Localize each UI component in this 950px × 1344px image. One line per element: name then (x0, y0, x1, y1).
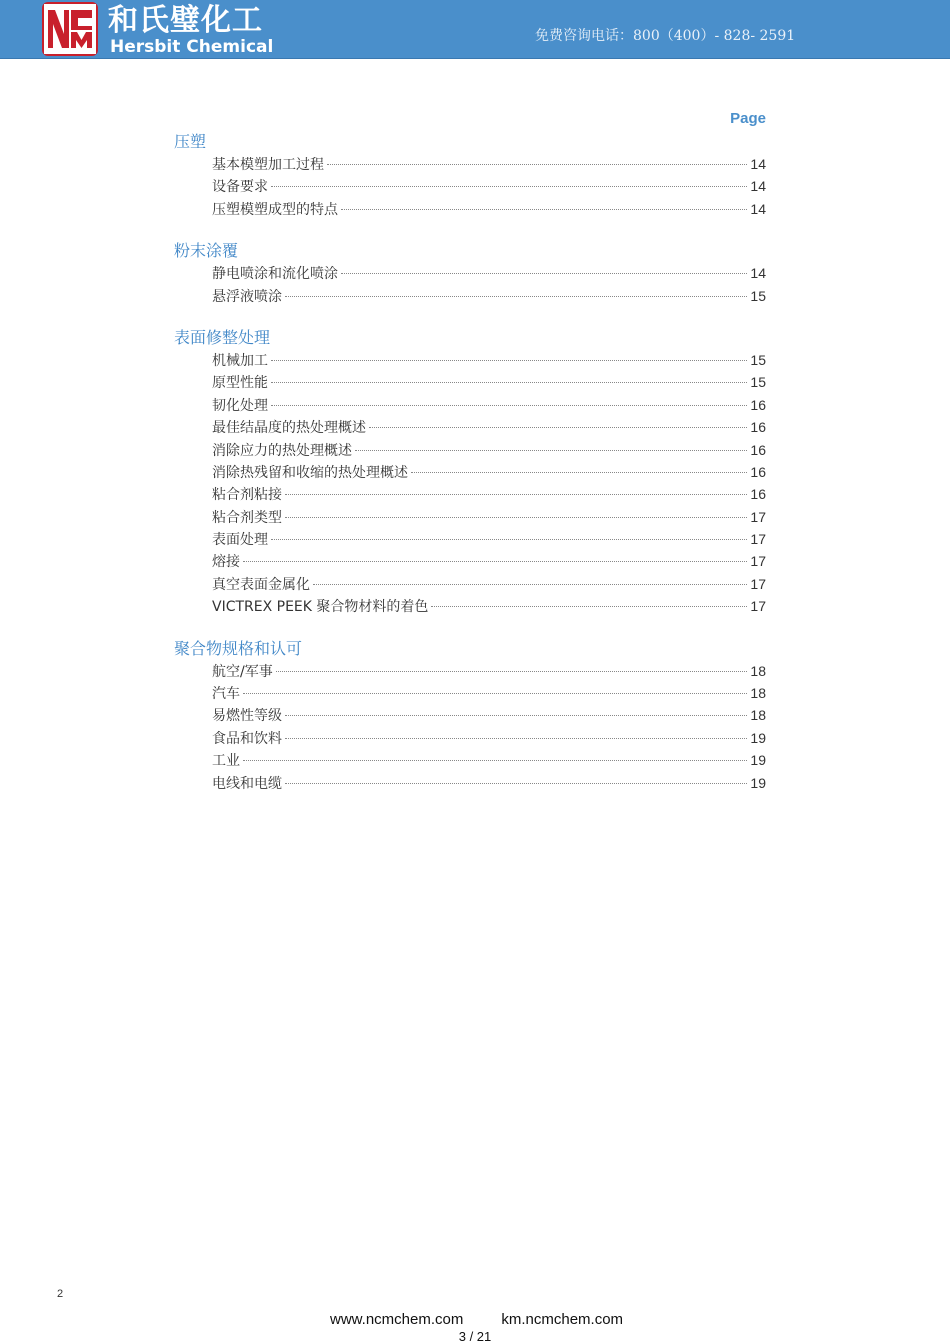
toc-entry[interactable] (212, 550, 766, 572)
page-column-label: Page (730, 110, 766, 127)
toc-entry[interactable] (212, 660, 766, 682)
toc-section-title[interactable]: 压塑 (174, 132, 207, 151)
toc-entry-page: 16 (750, 486, 766, 503)
dot-leader (271, 539, 747, 540)
toc-section (174, 240, 766, 307)
toc-entry[interactable] (212, 416, 766, 438)
toc-entry[interactable] (212, 704, 766, 726)
dot-leader (243, 760, 747, 761)
toc-entry-title: VICTREX PEEK 聚合物材料的着色 (212, 599, 429, 616)
toc-entry-title: 真空表面金属化 (212, 576, 310, 593)
dot-leader (411, 472, 747, 473)
toc-entry[interactable] (212, 483, 766, 505)
toc-entry[interactable] (212, 153, 766, 175)
toc-entry[interactable] (212, 595, 766, 617)
toc-entry-title: 易燃性等级 (212, 708, 282, 725)
toc-entry-page: 17 (750, 575, 766, 592)
toc-entry-page: 14 (750, 200, 766, 217)
toc-entry[interactable] (212, 461, 766, 483)
toc-entry-title: 消除热残留和收缩的热处理概述 (212, 464, 408, 481)
toc-entry-page: 18 (750, 707, 766, 724)
toc-entry-title: 最佳结晶度的热处理概述 (212, 420, 366, 437)
table-of-contents (174, 131, 766, 814)
footer-site-link-km[interactable]: km.ncmchem.com (501, 1311, 624, 1328)
toc-entry[interactable] (212, 175, 766, 197)
toc-entry-title: 表面处理 (212, 532, 268, 549)
toc-entry-page: 14 (750, 265, 766, 282)
brand-name-english: Hersbit Chemical (110, 37, 274, 57)
toc-entry-page: 17 (750, 508, 766, 525)
footer-links (330, 1311, 623, 1328)
toc-entry[interactable] (212, 528, 766, 550)
toc-entry-page: 18 (750, 662, 766, 679)
toc-entry[interactable] (212, 198, 766, 220)
toc-entry[interactable] (212, 727, 766, 749)
toc-entry-title: 汽车 (212, 686, 240, 703)
toc-entry-title: 消除应力的热处理概述 (212, 442, 352, 459)
toc-entry-page: 17 (750, 553, 766, 570)
dot-leader (243, 561, 747, 562)
toc-entry-title: 机械加工 (212, 352, 268, 369)
toc-entry-page: 16 (750, 396, 766, 413)
toc-entry-page: 16 (750, 441, 766, 458)
toc-entry-page: 14 (750, 178, 766, 195)
dot-leader (285, 738, 747, 739)
brand-name-chinese: 和氏璧化工 (108, 3, 263, 38)
toc-entry[interactable] (212, 749, 766, 771)
toc-entry-page: 18 (750, 685, 766, 702)
hotline-text: 免费咨询电话：800（400）- 828- 2591 (535, 28, 796, 44)
footer-site-link-main[interactable]: www.ncmchem.com (330, 1311, 464, 1328)
header-bar (0, 0, 950, 59)
toc-entry-page: 19 (750, 752, 766, 769)
dot-leader (271, 405, 747, 406)
toc-section-title[interactable]: 聚合物规格和认可 (174, 638, 303, 658)
toc-entry-title: 工业 (212, 753, 240, 770)
toc-entry-title: 基本模塑加工过程 (212, 157, 324, 173)
dot-leader (341, 209, 747, 210)
toc-section-title[interactable]: 粉末涂覆 (174, 241, 239, 261)
dot-leader (285, 296, 747, 297)
dot-leader (276, 671, 748, 672)
toc-entry-page: 16 (750, 419, 766, 436)
dot-leader (271, 186, 747, 187)
ncm-logo-icon (44, 4, 96, 54)
toc-entry[interactable] (212, 394, 766, 416)
toc-entry-page: 19 (750, 774, 766, 791)
toc-entry[interactable] (212, 262, 766, 284)
dot-leader (243, 693, 747, 694)
dot-leader (355, 450, 747, 451)
toc-entry-title: 粘合剂类型 (212, 509, 282, 526)
toc-entry[interactable] (212, 349, 766, 371)
toc-entry[interactable] (212, 439, 766, 461)
toc-section (174, 638, 766, 794)
toc-entry[interactable] (212, 506, 766, 528)
company-logo[interactable] (42, 2, 98, 56)
dot-leader (341, 273, 747, 274)
toc-entry[interactable] (212, 772, 766, 794)
toc-entry-page: 19 (750, 729, 766, 746)
toc-entry-title: 设备要求 (212, 179, 268, 196)
toc-entry-title: 悬浮液喷涂 (212, 288, 282, 305)
dot-leader (285, 517, 747, 518)
toc-entry-title: 航空/军事 (212, 663, 273, 680)
toc-entry-page: 17 (750, 598, 766, 615)
toc-entry-page: 14 (750, 156, 766, 172)
toc-entry-page: 16 (750, 463, 766, 480)
toc-section (174, 131, 766, 220)
toc-section (174, 327, 766, 618)
toc-entry-page: 17 (750, 531, 766, 548)
toc-entry-title: 食品和饮料 (212, 730, 282, 747)
dot-leader (271, 382, 747, 383)
page-counter: 3 / 21 (458, 1329, 492, 1344)
printed-page-number: 2 (57, 1288, 64, 1300)
toc-entry[interactable] (212, 371, 766, 393)
dot-leader (285, 715, 747, 716)
dot-leader (285, 783, 747, 784)
toc-entry-title: 粘合剂粘接 (212, 487, 282, 504)
toc-entry-title: 原型性能 (212, 375, 268, 392)
toc-entry-title: 静电喷涂和流化喷涂 (212, 266, 338, 283)
toc-entry[interactable] (212, 682, 766, 704)
toc-entry-title: 电线和电缆 (212, 775, 282, 792)
toc-entry-page: 15 (750, 287, 766, 304)
toc-entry-title: 韧化处理 (212, 397, 268, 414)
toc-entry-title: 压塑模塑成型的特点 (212, 201, 338, 218)
toc-entry-title: 熔接 (212, 554, 240, 571)
dot-leader (271, 360, 747, 361)
toc-section-title[interactable]: 表面修整处理 (174, 327, 271, 347)
toc-entry[interactable] (212, 285, 766, 307)
dot-leader (431, 606, 747, 607)
dot-leader (369, 427, 747, 428)
toc-entry[interactable] (212, 573, 766, 595)
toc-entry-page: 15 (750, 351, 766, 368)
dot-leader (313, 584, 747, 585)
toc-entry-page: 15 (750, 374, 766, 391)
dot-leader (285, 494, 747, 495)
dot-leader (327, 164, 747, 165)
